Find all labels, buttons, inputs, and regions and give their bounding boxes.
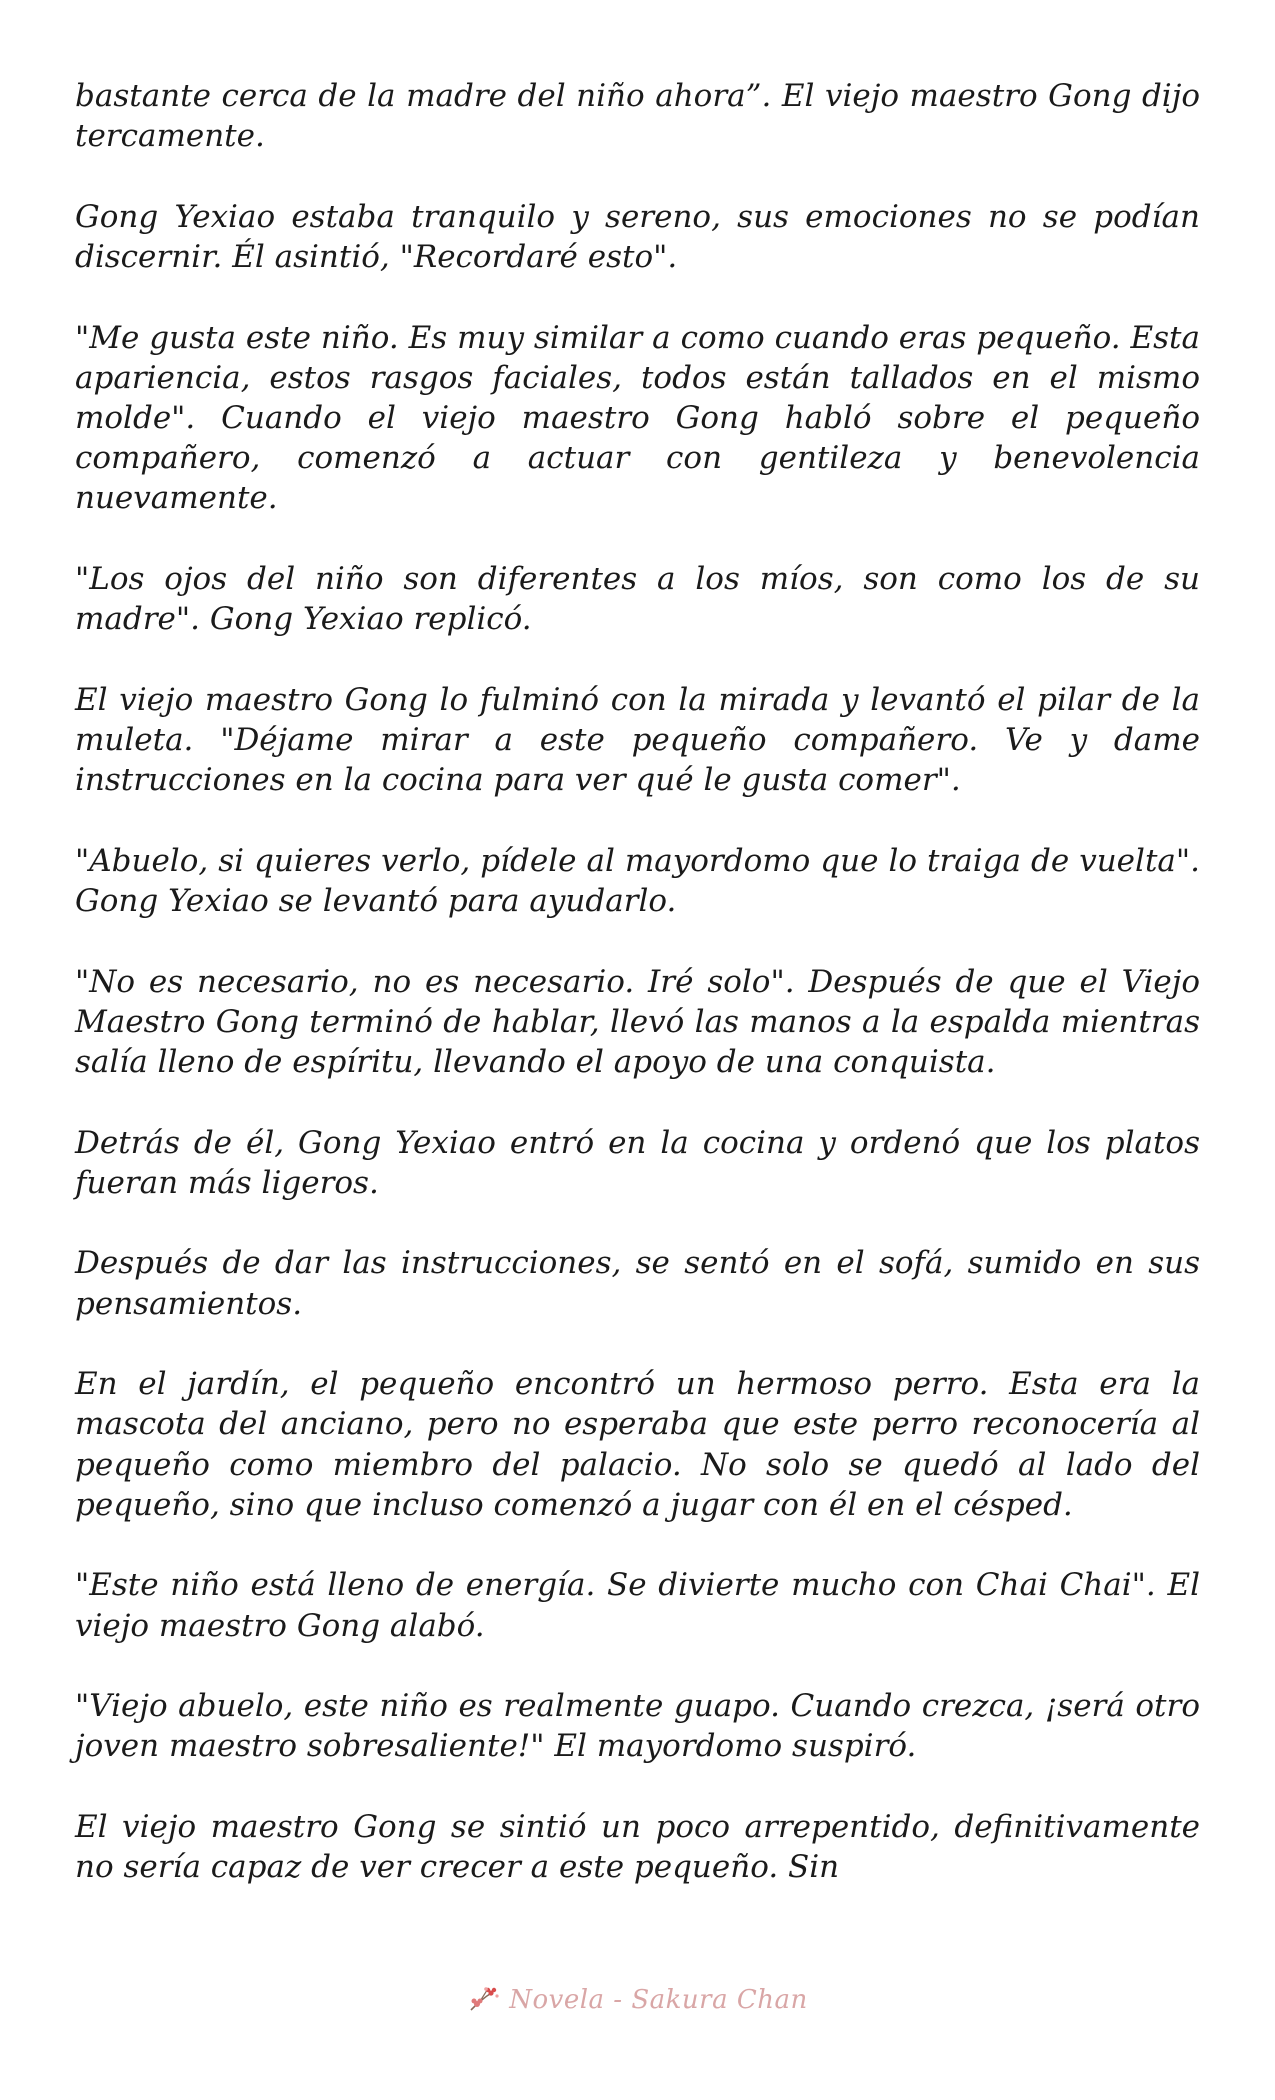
paragraph-10: En el jardín, el pequeño encontró un hermoso perro. Esta era la mascota del anciano, pero no esperaba que este perro reconocería al pequeño como miembro del palacio. No solo se quedó al lado del pequeño, sino que incluso comenzó a jugar con él en el césped. [75,1366,1200,1523]
sakura-flower-icon [467,1984,503,2016]
paragraph-4: "Los ojos del niño son diferentes a los míos, son como los de su madre". Gong Yexiao replicó. [75,561,1200,638]
paragraph-8: Detrás de él, Gong Yexiao entró en la cocina y ordenó que los platos fueran más ligeros. [75,1124,1200,1201]
document-body [75,76,1200,1928]
footer-brand [467,1984,808,2016]
paragraph-2: Gong Yexiao estaba tranquilo y sereno, sus emociones no se podían discernir. Él asintió, "Recordaré esto". [75,198,1200,275]
paragraph-12: "Viejo abuelo, este niño es realmente guapo. Cuando crezca, ¡será otro joven maestro sobresaliente!" El mayordomo suspiró. [75,1688,1200,1765]
paragraph-7: "No es necesario, no es necesario. Iré solo". Después de que el Viejo Maestro Gong terminó de hablar, llevó las manos a la espalda mientras salía lleno de espíritu, llevando el apoyo de una conquista. [75,963,1200,1080]
paragraph-6: "Abuelo, si quieres verlo, pídele al mayordomo que lo traiga de vuelta". Gong Yexiao se levantó para ayudarlo. [75,842,1200,919]
footer-text: Novela - Sakura Chan [509,1985,808,2015]
paragraph-1: bastante cerca de la madre del niño ahora”. El viejo maestro Gong dijo tercamente. [75,78,1200,155]
paragraph-11: "Este niño está lleno de energía. Se divierte mucho con Chai Chai". El viejo maestro Gong alabó. [75,1567,1200,1644]
paragraph-13: El viejo maestro Gong se sintió un poco arrepentido, definitivamente no sería capaz de ver crecer a este pequeño. Sin [75,1808,1200,1886]
paragraph-9: Después de dar las instrucciones, se sentó en el sofá, sumido en sus pensamientos. [75,1245,1200,1322]
paragraph-5: El viejo maestro Gong lo fulminó con la mirada y levantó el pilar de la muleta. "Déjame mirar a este pequeño compañero. Ve y dame instrucciones en la cocina para ver qué le gusta comer". [75,681,1200,799]
page-footer [0,1984,1275,2034]
paragraph-3: "Me gusta este niño. Es muy similar a como cuando eras pequeño. Esta apariencia, estos rasgos faciales, todos están tallados en el mismo molde". Cuando el viejo maestro Gong habló sobre el pequeño compañero, comenzó a actuar con gentileza y benevolencia nuevamente. [75,319,1200,517]
